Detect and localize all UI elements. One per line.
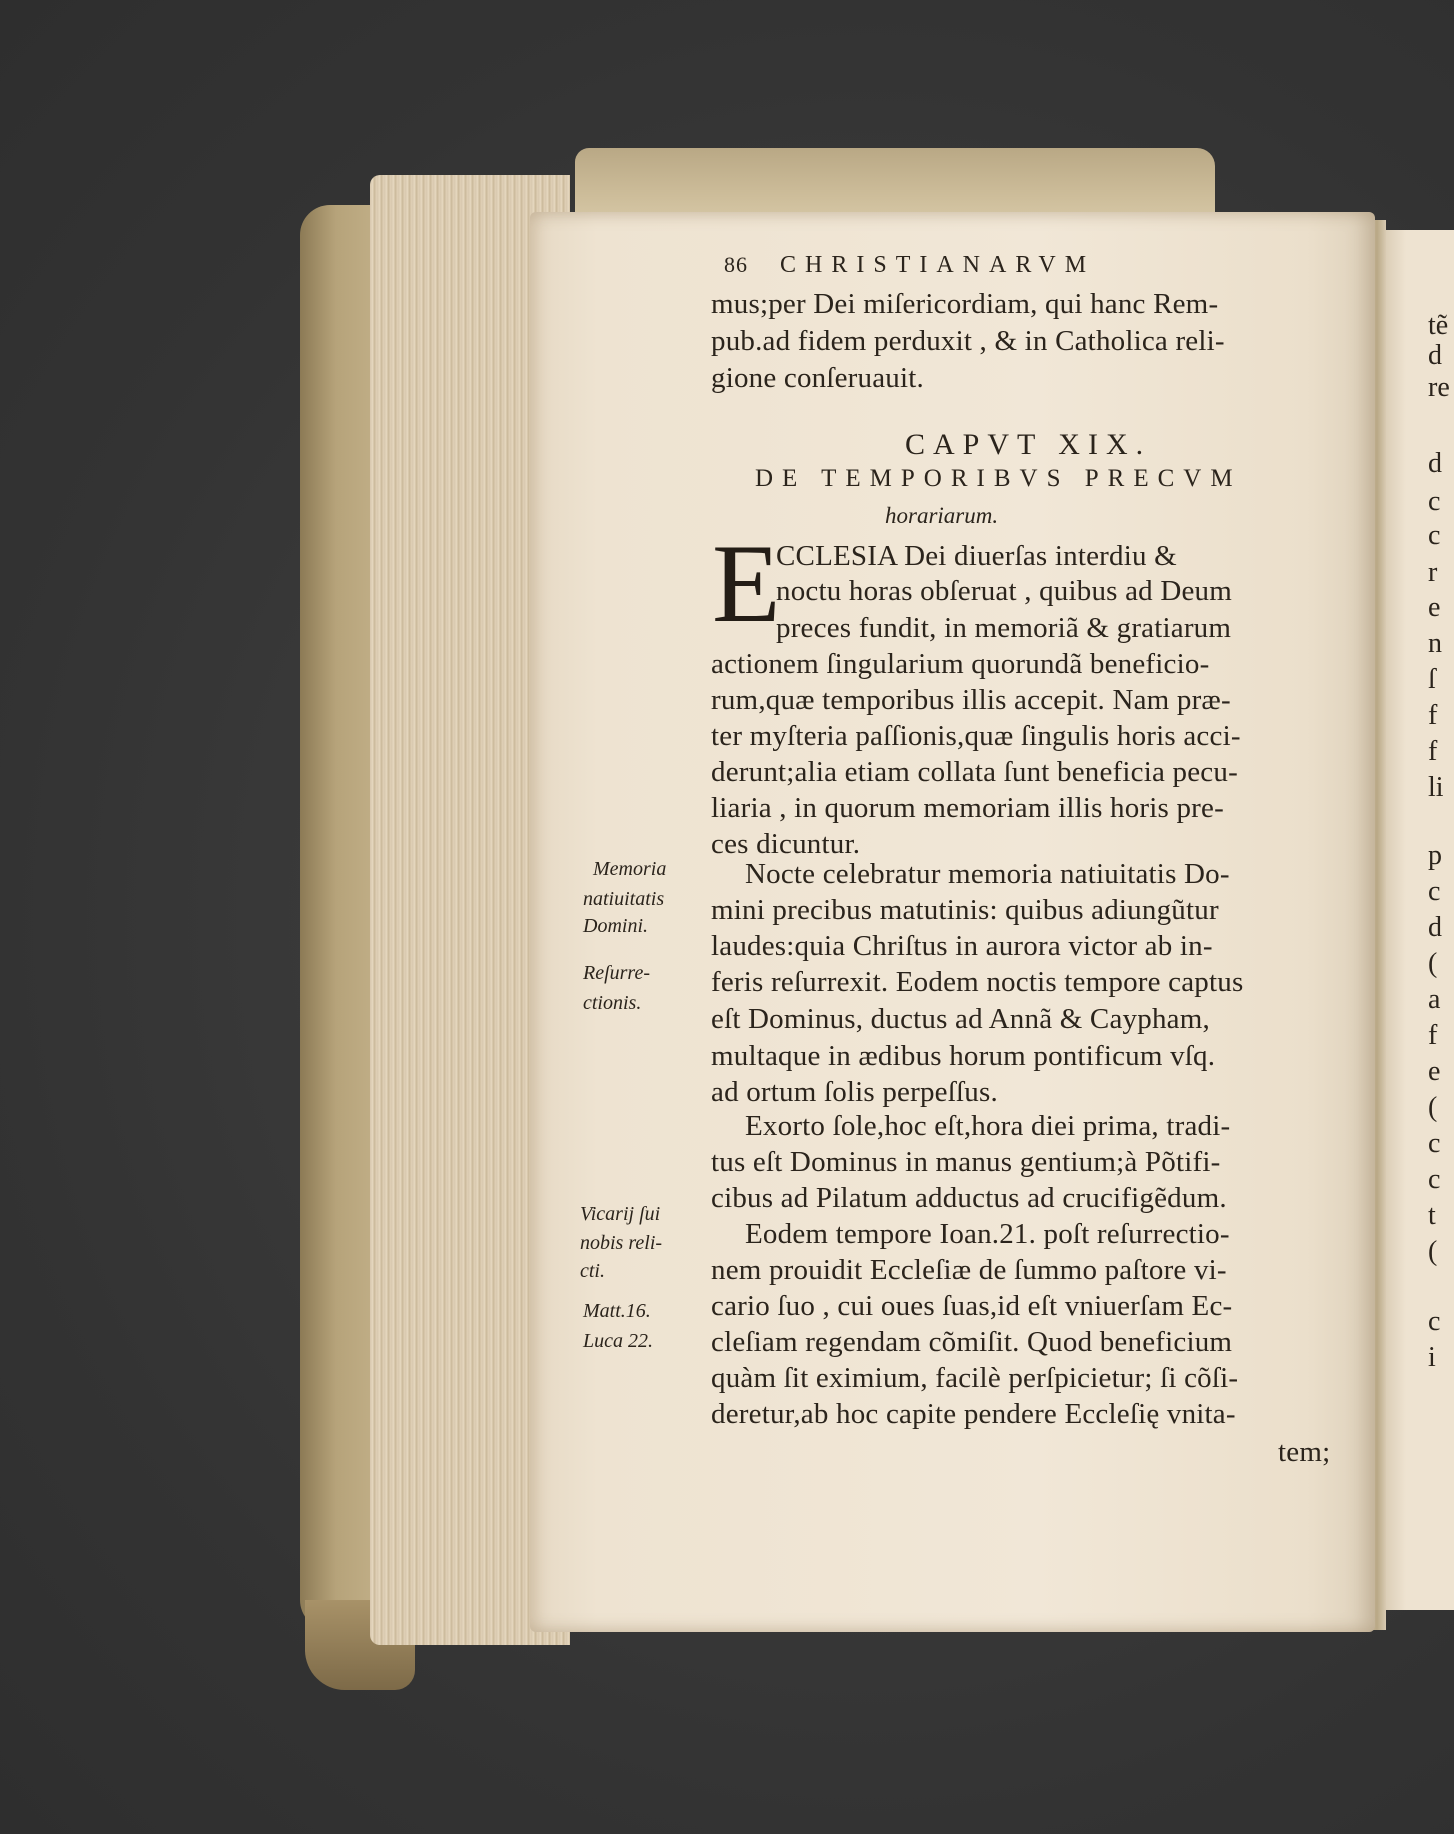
body-line: tus eſt Dominus in manus gentium;à Põtifi- <box>711 1146 1221 1178</box>
body-line: eſt Dominus, ductus ad Annã & Caypham, <box>711 1003 1210 1035</box>
body-line: quàm ſit eximium, facilè perſpicietur; ſi cõſi- <box>711 1362 1239 1394</box>
facing-fragment: ( <box>1428 1092 1438 1123</box>
facing-fragment: c <box>1428 876 1441 907</box>
facing-fragment: t <box>1428 1200 1436 1231</box>
facing-fragment: c <box>1428 1306 1441 1337</box>
facing-fragment: d <box>1428 912 1442 943</box>
body-line: actionem ſingularium quorundã beneficio- <box>711 648 1210 680</box>
facing-fragment: r <box>1428 557 1438 588</box>
facing-fragment: re <box>1428 372 1450 403</box>
body-line: nem prouidit Eccleſiæ de ſummo paſtore vi- <box>711 1254 1227 1286</box>
margin-note: Reſurre- <box>583 962 651 984</box>
margin-note: Vicarij ſui <box>580 1203 661 1225</box>
body-line: cibus ad Pilatum adductus ad crucifigẽdum. <box>711 1182 1227 1214</box>
chapter-title: CAPVT XIX. <box>905 428 1152 461</box>
body-line: pub.ad fidem perduxit , & in Catholica reli- <box>711 325 1225 357</box>
body-line: deretur,ab hoc capite pendere Eccleſię vnita- <box>711 1398 1236 1430</box>
facing-fragment: ( <box>1428 1236 1438 1267</box>
margin-note: cti. <box>580 1260 605 1282</box>
body-line: liaria , in quorum memoriam illis horis pre- <box>711 792 1224 824</box>
facing-fragment: tẽ <box>1428 310 1449 341</box>
body-line: mini precibus matutinis: quibus adiungũtur <box>711 894 1219 926</box>
facing-fragment: f <box>1428 736 1438 767</box>
margin-note: nobis reli- <box>580 1232 663 1254</box>
body-line: mus;per Dei miſericordiam, qui hanc Rem- <box>711 288 1219 320</box>
catchword: tem; <box>1278 1436 1331 1468</box>
facing-fragment: d <box>1428 448 1442 479</box>
facing-fragment: f <box>1428 700 1438 731</box>
facing-fragment: n <box>1428 628 1442 659</box>
facing-fragment: e <box>1428 592 1441 623</box>
facing-fragment: f <box>1428 1020 1438 1051</box>
body-line: ter myſteria paſſionis,quæ ſingulis horis acci- <box>711 720 1241 752</box>
body-line: ad ortum ſolis perpeſſus. <box>711 1076 998 1108</box>
facing-fragment: ſ <box>1428 664 1436 695</box>
body-line: gione conſeruauit. <box>711 362 924 394</box>
body-line: laudes:quia Chriſtus in aurora victor ab in- <box>711 930 1213 962</box>
margin-note: natiuitatis <box>583 888 665 910</box>
margin-note: Domini. <box>583 915 648 937</box>
page-number: 86 <box>724 252 748 277</box>
body-line: preces fundit, in memoriã & gratiarum <box>776 612 1232 644</box>
facing-fragment: c <box>1428 520 1441 551</box>
facing-fragment: li <box>1428 772 1444 803</box>
body-line: feris reſurrexit. Eodem noctis tempore captus <box>711 966 1244 998</box>
facing-fragment: p <box>1428 840 1442 871</box>
chapter-subtitle: DE TEMPORIBVS PRECVM <box>755 465 1242 492</box>
facing-fragment: c <box>1428 1164 1441 1195</box>
body-line: cario ſuo , cui oues ſuas,id eſt vniuerſam Ec- <box>711 1290 1233 1322</box>
facing-fragment: a <box>1428 984 1441 1015</box>
facing-fragment: d <box>1428 340 1442 371</box>
body-line: derunt;alia etiam collata ſunt beneficia pecu- <box>711 756 1238 788</box>
margin-note: Memoria <box>593 858 667 880</box>
body-line: ces dicuntur. <box>711 828 861 860</box>
margin-note: Luca 22. <box>583 1330 653 1352</box>
facing-fragment: c <box>1428 486 1441 517</box>
body-line: rum,quæ temporibus illis accepit. Nam præ- <box>711 684 1231 716</box>
facing-fragment: i <box>1428 1342 1436 1373</box>
body-line: cleſiam regendam cõmiſit. Quod beneficium <box>711 1326 1233 1358</box>
facing-fragment: c <box>1428 1128 1441 1159</box>
drop-initial: E <box>712 522 781 646</box>
chapter-subtitle-italic: horariarum. <box>885 503 999 528</box>
margin-note: ctionis. <box>583 992 642 1014</box>
facing-page <box>1382 230 1454 1610</box>
facing-fragment: ( <box>1428 948 1438 979</box>
body-line: CCLESIA Dei diuerſas interdiu & <box>776 540 1177 572</box>
facing-fragment: e <box>1428 1056 1441 1087</box>
body-line: Exorto ſole,hoc eſt,hora diei prima, tradi- <box>745 1110 1231 1142</box>
body-line: Nocte celebratur memoria natiuitatis Do- <box>745 858 1230 890</box>
body-line: multaque in ædibus horum pontificum vſq. <box>711 1040 1216 1072</box>
body-line: Eodem tempore Ioan.21. poſt reſurrectio- <box>745 1218 1230 1250</box>
body-line: noctu horas obſeruat , quibus ad Deum <box>776 575 1232 607</box>
margin-note: Matt.16. <box>583 1300 651 1322</box>
running-title: CHRISTIANARVM <box>780 252 1096 278</box>
